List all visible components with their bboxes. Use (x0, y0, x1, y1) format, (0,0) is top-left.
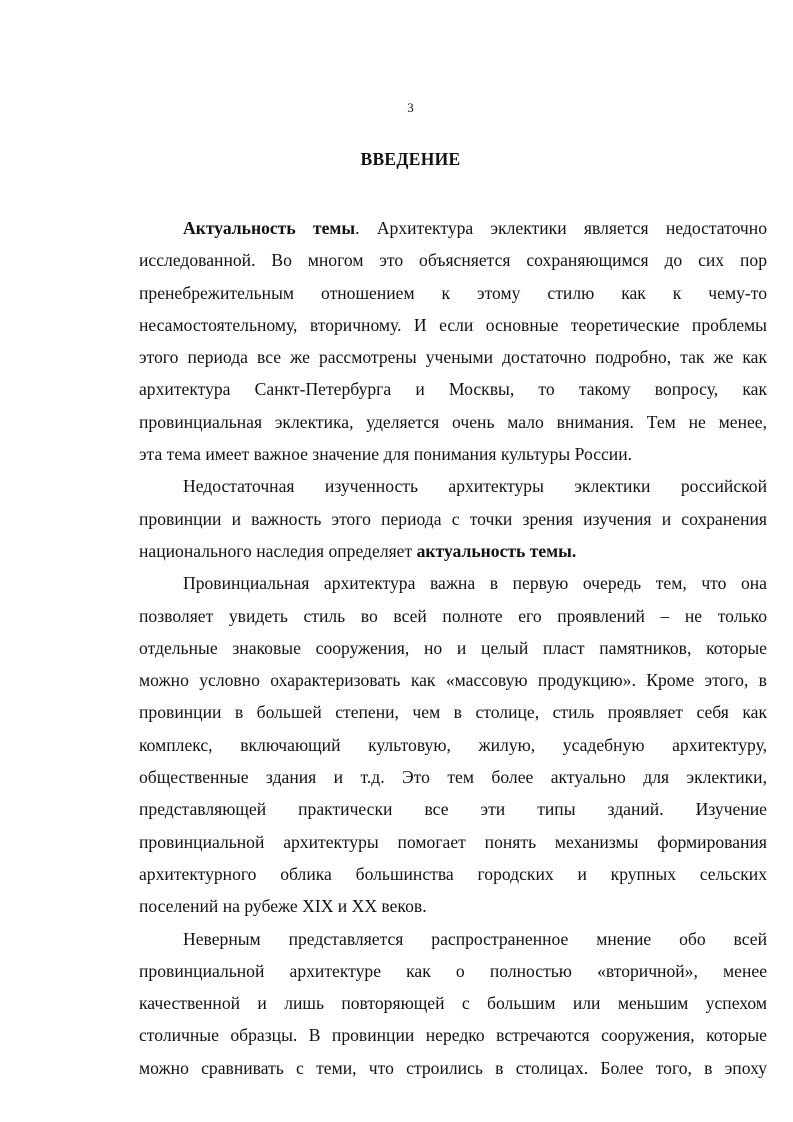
text-line: архитектурного облика большинства городских и крупных сельских (139, 863, 767, 884)
text-line: провинции в большей степени, чем в столице, стиль проявляет себя как (139, 702, 767, 723)
text-line: поселений на рубеже XIX и XX веков. (139, 896, 427, 917)
bold-phrase: Актуальность темы (183, 218, 356, 238)
paragraph-provincial-architecture (139, 567, 767, 922)
text-line: можно сравнивать с теми, что строились в столицах. Более того, в эпоху (139, 1057, 767, 1078)
section-title: ВВЕДЕНИЕ (360, 149, 461, 169)
text-span: темы. (525, 540, 577, 561)
text-span: национального наследия определяет (139, 540, 417, 561)
text-line: пренебрежительным отношением к этому стилю как к чему-то (139, 282, 767, 303)
text-line: этого периода все же рассмотрены учеными достаточно подробно, так же как (139, 347, 767, 368)
text-line: позволяет увидеть стиль во всей полноте его проявлений – не только (139, 605, 767, 626)
text-line: отдельные знаковые сооружения, но и целый пласт памятников, которые (139, 637, 767, 658)
text-line: столичные образцы. В провинции нередко встречаются сооружения, которые (139, 1025, 767, 1046)
text-line (139, 212, 767, 244)
paragraph-misconception (139, 923, 767, 1084)
text-line: архитектура Санкт-Петербурга и Москвы, то такому вопросу, как (139, 379, 767, 400)
paragraph-relevance (139, 212, 767, 470)
text-line: исследованной. Во многом это объясняется сохраняющимся до сих пор (139, 250, 767, 271)
text-line: Провинциальная архитектура важна в первую очередь тем, что она (183, 573, 767, 594)
text-line (139, 535, 767, 567)
text-span: . Архитектура эклектики является недостаточно (355, 218, 767, 238)
text-line: провинции и важность этого периода с точки зрения изучения и сохранения (139, 508, 767, 529)
text-line: провинциальная эклектика, уделяется очень мало внимания. Тем не менее, (139, 411, 767, 432)
text-line: можно условно охарактеризовать как «массовую продукцию». Кроме этого, в (139, 670, 767, 691)
text-line: Неверным представляется распространенное мнение обо всей (183, 928, 767, 949)
text-line: комплекс, включающий культовую, жилую, усадебную архитектуру, (139, 734, 767, 755)
text-line: Недостаточная изученность архитектуры эклектики российской (183, 476, 767, 497)
text-line: качественной и лишь повторяющей с большим или меньшим успехом (139, 993, 767, 1014)
text-line: несамостоятельному, вторичному. И если основные теоретические проблемы (139, 314, 767, 335)
text-line: общественные здания и т.д. Это тем более актуально для эклектики, (139, 767, 767, 788)
bold-phrase: актуальность (416, 540, 526, 561)
text-line: провинциальной архитектуре как о полностью «вторичной», менее (139, 960, 767, 981)
paragraph-insufficient-study (139, 470, 767, 567)
text-line: эта тема имеет важное значение для понимания культуры России. (139, 444, 633, 465)
text-line: представляющей практически все эти типы зданий. Изучение (139, 799, 767, 820)
text-line: провинциальной архитектуры помогает понять механизмы формирования (139, 831, 767, 852)
page-number: 3 (407, 100, 414, 115)
body-text (139, 212, 767, 1084)
